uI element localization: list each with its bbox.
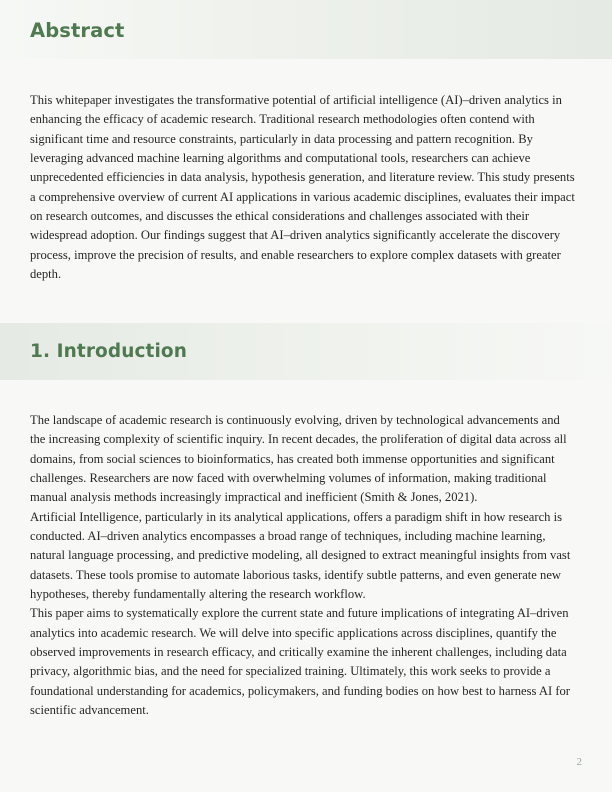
section-header-introduction <box>0 323 612 380</box>
paragraph: Artificial Intelligence, particularly in its analytical applications, offers a paradigm shift in how research is conducted. AI–driven analytics encompasses a broad range of techniques, including machine learning, natural language processing, and predictive modeling, all designed to extract meaningful insights from vast datasets. These tools promise to automate laborious tasks, identify subtle patterns, and even generate new hypotheses, thereby fundamentally altering the research workflow. <box>30 509 571 602</box>
page-number: 2 <box>576 756 582 768</box>
abstract-body <box>30 91 578 284</box>
section-header-abstract <box>0 0 612 59</box>
paragraph: The landscape of academic research is continuously evolving, driven by technological advancements and the increasing complexity of scientific inquiry. In recent decades, the proliferation of digital data across all domains, from social sciences to bioinformatics, has created both immense opportunities and significant challenges. Researchers are now faced with overwhelming volumes of information, making traditional manual analysis methods increasingly impractical and inefficient (Smith & Jones, 2021). <box>30 413 567 505</box>
page-title-abstract: Abstract <box>30 18 125 42</box>
paragraph: This paper aims to systematically explore the current state and future implications of integrating AI–driven analytics into academic research. We will delve into specific applications across disciplines, quantify the observed improvements in research efficacy, and critically examine the inherent challenges, including data privacy, algorithmic bias, and the need for specialized training. Ultimately, this work seeks to provide a foundational understanding for academics, policymakers, and funding bodies on how best to harness AI for scientific advancement. <box>30 606 570 718</box>
page-title-introduction: 1. Introduction <box>30 340 188 362</box>
paragraph: This whitepaper investigates the transformative potential of artificial intelligence (AI)–driven analytics in enhancing the efficacy of academic research. Traditional research methodologies often contend with significant time and resource constraints, particularly in data processing and pattern recognition. By leveraging advanced machine learning algorithms and computational tools, researchers can achieve unprecedented efficiencies in data analysis, hypothesis generation, and literature review. This study presents a comprehensive overview of current AI applications in various academic disciplines, evaluates their impact on research outcomes, and discusses the ethical considerations and challenges associated with their widespread adoption. Our findings suggest that AI–driven analytics significantly accelerate the discovery process, improve the precision of results, and enable researchers to explore complex datasets with greater depth. <box>30 93 575 282</box>
introduction-body <box>30 411 578 721</box>
